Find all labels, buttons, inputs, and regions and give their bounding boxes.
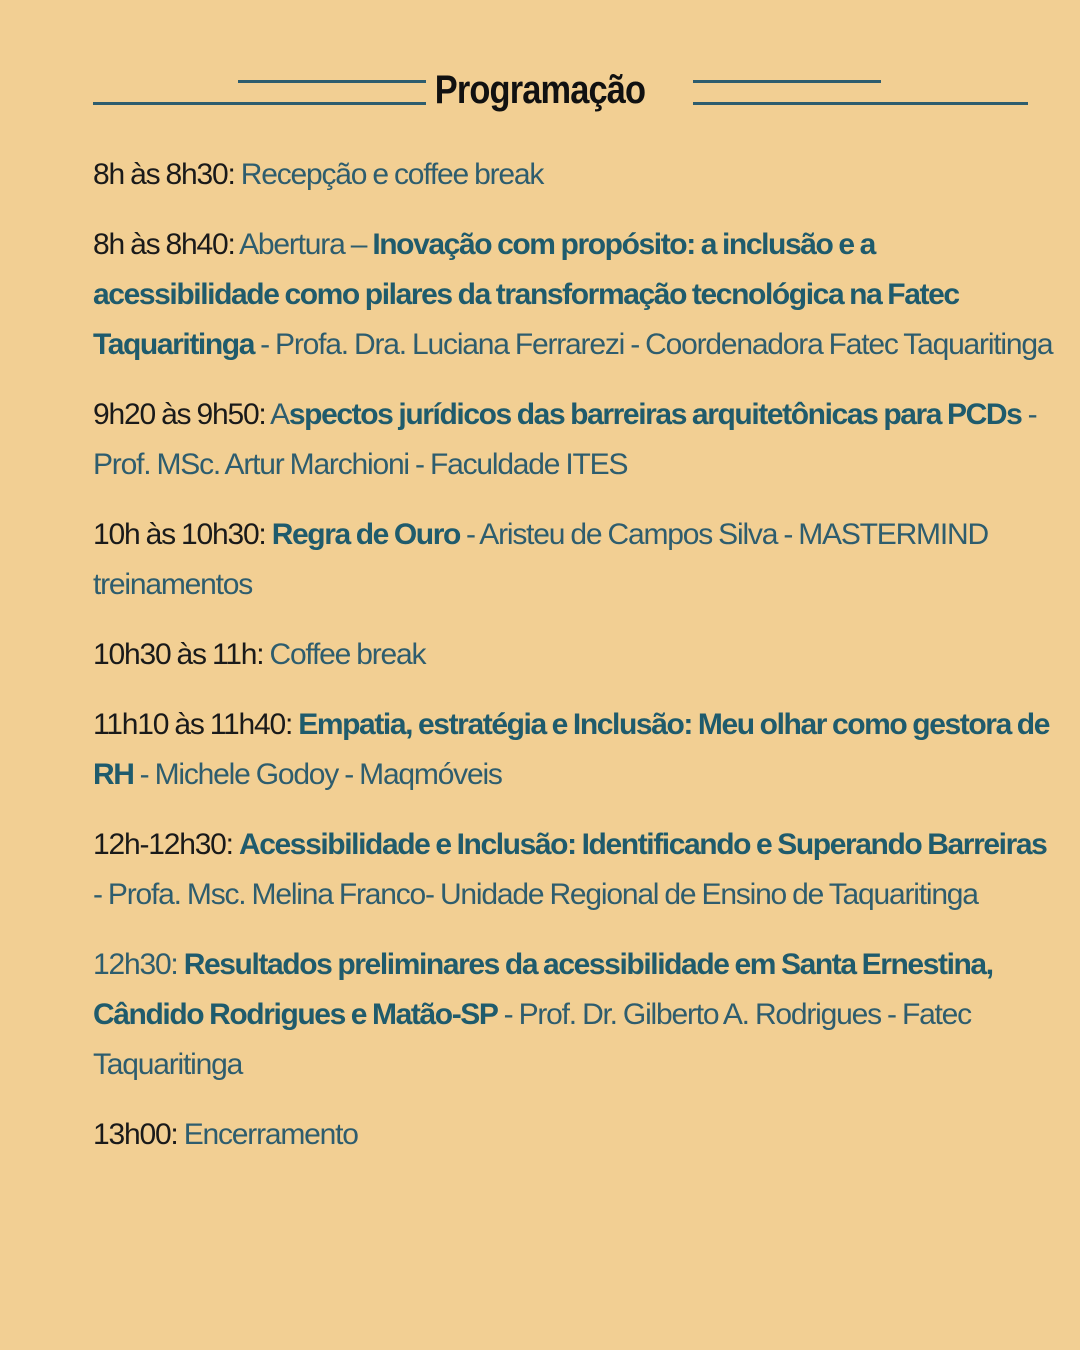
program-time: 12h30:	[93, 948, 178, 981]
program-time: 8h às 8h30:	[93, 158, 235, 191]
program-item	[93, 150, 1053, 200]
program-speaker: - Prof. Dr. Gilberto A. Rodrigues - Fatec Taquaritinga	[93, 998, 971, 1081]
program-item	[93, 1110, 1053, 1160]
program-speaker: - Aristeu de Campos Silva - MASTERMIND treinamentos	[93, 518, 988, 601]
program-speaker: - Prof. MSc. Artur Marchioni - Faculdade ITES	[93, 398, 1037, 481]
program-time: 9h20 às 9h50:	[93, 398, 266, 431]
program-item	[93, 390, 1053, 490]
program-description: Coffee break	[269, 638, 426, 671]
program-speaker: - Profa. Dra. Luciana Ferrarezi - Coordenadora Fatec Taquaritinga	[254, 328, 1053, 361]
program-speaker: - Michele Godoy - Maqmóveis	[133, 758, 502, 791]
program-time: 10h às 10h30:	[93, 518, 266, 551]
program-time: 12h-12h30:	[93, 828, 233, 861]
program-item	[93, 630, 1053, 680]
program-prefix: Abertura –	[239, 228, 373, 261]
program-item	[93, 220, 1053, 370]
program-item	[93, 820, 1053, 920]
program-time: 8h às 8h40:	[93, 228, 235, 261]
program-item	[93, 940, 1053, 1090]
program-talk-title: Inovação com propósito: a inclusão e a acessibilidade como pilares da transformação tecnológica na Fatec Taquaritinga	[93, 228, 959, 361]
program-talk-title: Empatia, estratégia e Inclusão: Meu olhar como gestora de RH	[93, 708, 1049, 791]
page-title: Programação	[434, 68, 646, 112]
program-time: 13h00:	[93, 1118, 178, 1151]
program-talk-title: Acessibilidade e Inclusão: Identificando e Superando Barreiras	[238, 828, 1047, 861]
program-speaker: - Profa. Msc. Melina Franco- Unidade Regional de Ensino de Taquaritinga	[93, 878, 978, 911]
program-talk-title: Resultados preliminares da acessibilidade em Santa Ernestina, Cândido Rodrigues e Matão-SP	[93, 948, 993, 1031]
program-time: 11h10 às 11h40:	[93, 708, 293, 741]
program-description: Recepção e coffee break	[240, 158, 544, 191]
section-header	[0, 60, 1080, 130]
program-item	[93, 700, 1053, 800]
program-time: 10h30 às 11h:	[93, 638, 264, 671]
program-talk-title: Regra de Ouro	[271, 518, 460, 551]
program-prefix: A	[270, 398, 289, 431]
program-talk-title: spectos jurídicos das barreiras arquitetônicas para PCDs	[288, 398, 1022, 431]
program-item	[93, 510, 1053, 610]
program-description: Encerramento	[183, 1118, 358, 1151]
program-list	[93, 150, 1053, 1180]
